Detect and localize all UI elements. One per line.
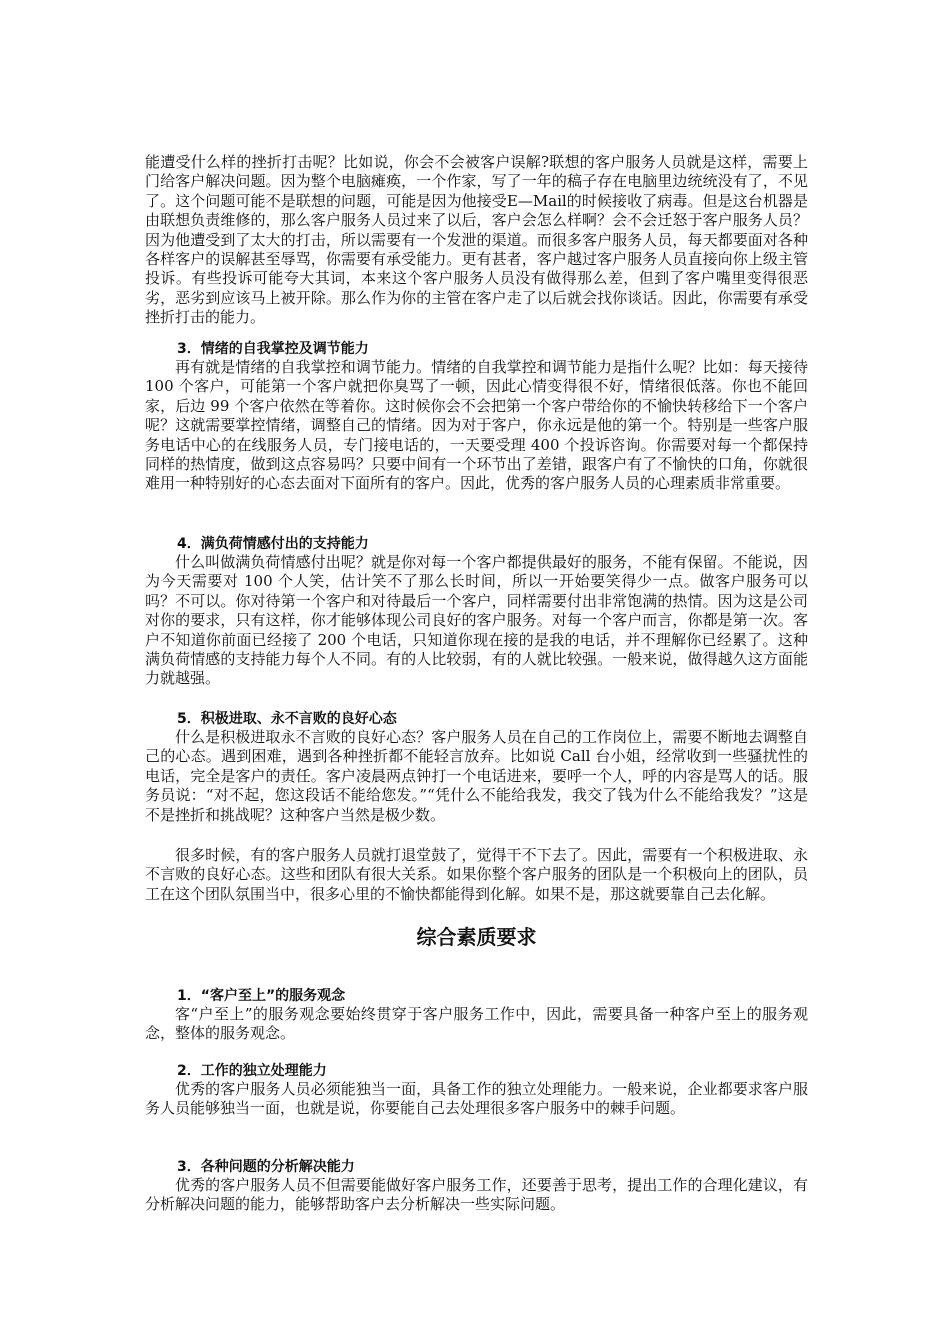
section-heading-emotion-control: 3．情绪的自我掌控及调节能力 — [177, 341, 369, 357]
independent-work-paragraph: 优秀的客户服务人员必须能独当一面，具备工作的独立处理能力。一般来说，企业都要求客户服务人员能够独当一面，也就是说，你要能自己去处理很多客户服务中的棘手问题。 — [145, 1080, 808, 1118]
section-heading-positive-attitude: 5．积极进取、永不言败的良好心态 — [177, 711, 397, 727]
emotion-control-paragraph: 再有就是情绪的自我掌控和调节能力。情绪的自我掌控和调节能力是指什么呢？比如：每天接待 100 个客户，可能第一个客户就把你臭骂了一顿，因此心情变得很不好，情绪很低落。你也不能回家，后边 99 个客户依然在等着你。这时候你会不会把第一个客户带给你的不愉快转移给下一个客户呢？这就需要掌控情绪，调整自己的情绪。因为对于客户，你永远是他的第一个。特别是一些客户服务电话中心的在线服务人员，专门接电话的，一天要受理 400 个投诉咨询。你需要对每一个都保持同样的热情度，做到这点容易吗？只要中间有一个环节出了差错，跟客户有了不愉快的口角，你就很难用一种特别好的心态去面对下面所有的客户。因此，优秀的客户服务人员的心理素质非常重要。 — [145, 358, 808, 493]
problem-solving-paragraph: 优秀的客户服务人员不但需要能做好客户服务工作，还要善于思考，提出工作的合理化建议，有分析解决问题的能力，能够帮助客户去分析解决一些实际问题。 — [145, 1176, 808, 1214]
positive-attitude-paragraph-1: 什么是积极进取永不言败的良好心态？客户服务人员在自己的工作岗位上，需要不断地去调整自己的心态。遇到困难，遇到各种挫折都不能轻言放弃。比如说 Call 台小姐，经常收到一些骚扰性的电话，完全是客户的责任。客户凌晨两点钟打一个电话进来，要呼一个人，呼的内容是骂人的话。服务员说：“对不起，您这段话不能给您发。”“凭什么不能给我发，我交了钱为什么不能给我发？”这是不是挫折和挑战呢？这种客户当然是极少数。 — [145, 728, 808, 824]
section-heading-independent-work: 2．工作的独立处理能力 — [177, 1063, 327, 1079]
intro-paragraph: 能遭受什么样的挫折打击呢？比如说，你会不会被客户误解?联想的客户服务人员就是这样，需要上门给客户解决问题。因为整个电脑瘫痪，一个作家，写了一年的稿子存在电脑里边统统没有了，不见了。这个问题可能不是联想的问题，可能是因为他接受E—Mail的时候接收了病毒。但是这台机器是由联想负责维修的，那么客户服务人员过来了以后，客户会怎么样啊？会不会迁怒于客户服务人员？因为他遭受到了太大的打击，所以需要有一个发泄的渠道。而很多客户服务人员，每天都要面对各种各样客户的误解甚至辱骂，你需要有承受能力。更有甚者，客户越过客户服务人员直接向你上级主管投诉。有些投诉可能夸大其词，本来这个客户服务人员没有做得那么差，但到了客户嘴里变得很恶劣，恶劣到应该马上被开除。那么作为你的主管在客户走了以后就会找你谈话。因此，你需要有承受挫折打击的能力。 — [145, 153, 808, 327]
section-heading-problem-solving: 3．各种问题的分析解决能力 — [177, 1159, 355, 1175]
overall-quality-title: 综合素质要求 — [416, 925, 537, 949]
section-heading-full-load-emotion: 4．满负荷情感付出的支持能力 — [177, 536, 369, 552]
customer-first-paragraph: 客“户至上”的服务观念要始终贯穿于客户服务工作中，因此，需要具备一种客户至上的服务观念，整体的服务观念。 — [145, 1005, 808, 1043]
positive-attitude-paragraph-2: 很多时候，有的客户服务人员就打退堂鼓了，觉得干不下去了。因此，需要有一个积极进取、永不言败的良好心态。这些和团队有很大关系。如果你整个客户服务的团队是一个积极向上的团队，员工在这个团队氛围当中，很多心里的不愉快都能得到化解。如果不是，那这就要靠自己去化解。 — [145, 846, 808, 903]
section-heading-customer-first: 1．“客户至上”的服务观念 — [177, 988, 346, 1004]
full-load-emotion-paragraph: 什么叫做满负荷情感付出呢？就是你对每一个客户都提供最好的服务，不能有保留。不能说，因为今天需要对 100 个人笑，估计笑不了那么长时间，所以一开始要笑得少一点。做客户服务可以吗？不可以。你对待第一个客户和对待最后一个客户，同样需要付出非常饱满的热情。因为这是公司对你的要求，只有这样，你才能够体现公司良好的客户服务。对每一个客户而言，你都是第一次。客户不知道你前面已经接了 200 个电话，只知道你现在接的是我的电话，并不理解你已经累了。这种满负荷情感的支持能力每个人不同。有的人比较弱，有的人就比较强。一般来说，做得越久这方面能力就越强。 — [145, 553, 808, 688]
